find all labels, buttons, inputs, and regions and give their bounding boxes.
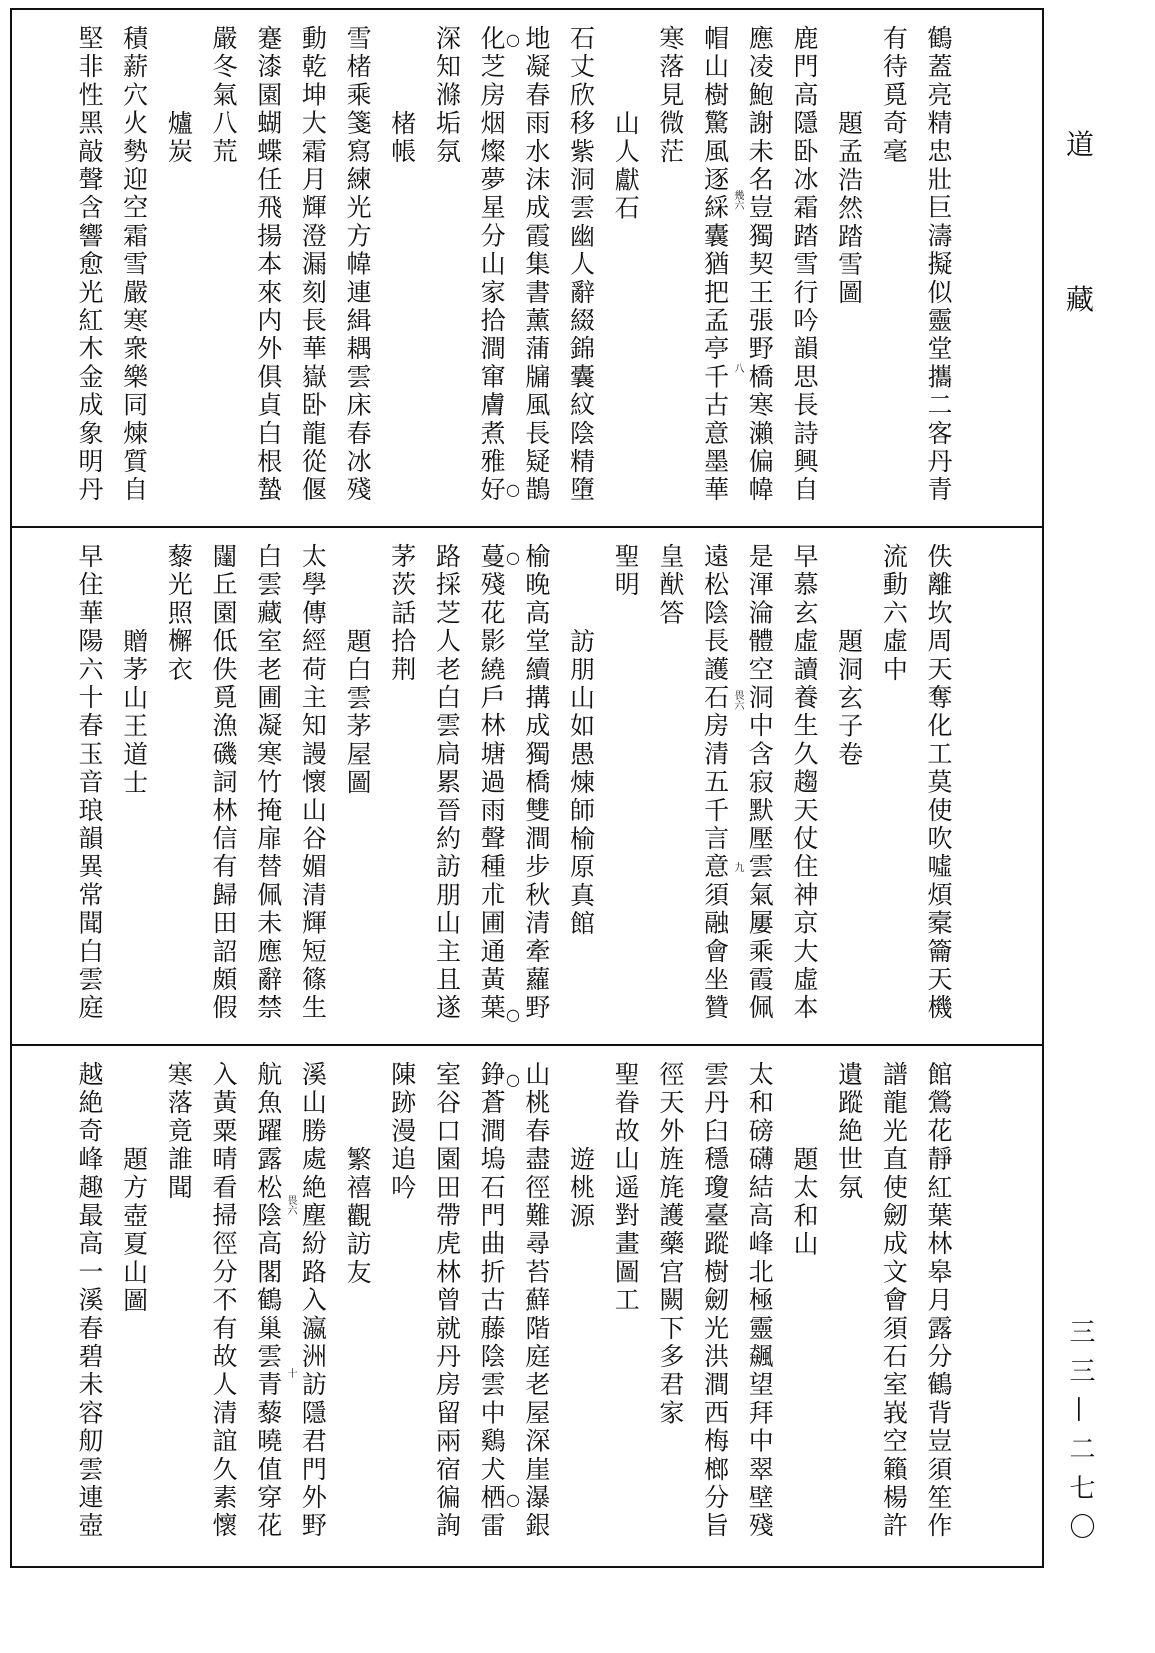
verse-column: 路採芝人老白雲扃累晉約訪朋山主且遂 — [432, 543, 462, 1023]
running-head-char: 藏 — [1066, 283, 1095, 316]
verse-column: 徑天外旌旄護藥宫闕下多君家 — [655, 1061, 685, 1428]
poem-title: 爐炭 — [164, 109, 194, 166]
poem-title: 山人獻石 — [611, 109, 641, 223]
running-head-char: 道 — [1066, 128, 1095, 161]
margin-marker: 九 — [732, 862, 743, 872]
verse-column: 錚蒼澗塢石門曲折古藤陰雲中鷄犬栖雷 — [477, 1061, 507, 1541]
verse-column: 動乾坤大霜月輝澄漏刻長華嶽卧龍從偃 — [298, 25, 328, 505]
register-top — [66, 10, 960, 526]
poem-title: 題太和山 — [789, 1145, 819, 1259]
verse-column: 闥丘園低佚覓漁磯詞林信有歸田詔頗假 — [209, 543, 238, 1023]
verse-column: 早慕玄虛讀養生久趨天仗住神京大虛本 — [789, 543, 819, 1023]
verse-column: 早住華陽六十春玉音琅韻異常聞白雲庭 — [74, 543, 104, 1023]
verse-column: 化芝房烟燦夢星分山家拾澗窜膚煮雅好 — [477, 25, 507, 505]
verse-column: 佚離坎周天奪化工莫使吹噓煩槖籥天機 — [924, 543, 953, 1023]
verse-column: 航魚躍露松陰高閣鶴巢雲青藜曉值穿花 — [253, 1061, 283, 1541]
verse-column: 鶴蓋亮精忠壯巨濤擬似靈堂攜二客丹青 — [924, 25, 953, 505]
verse-column: 嚴冬氣八荒 — [209, 25, 238, 166]
verse-column: 流動六虛中 — [879, 543, 909, 684]
verse-column: 有待覓奇毫 — [879, 25, 909, 166]
verse-column: 寒落竟誰聞 — [164, 1061, 194, 1202]
poem-title: 訪朋山如愚煉師榆原真館 — [566, 627, 596, 938]
verse-column: 蹇漆園蝴蝶任飛揚本來内外俱貞白根蟄 — [253, 25, 283, 505]
margin-marker: 畏六 — [285, 1195, 296, 1215]
margin-marker: 畏六 — [732, 690, 743, 710]
circle-mark: ○ — [506, 1490, 520, 1509]
verse-column: 積薪穴火勢迎空霜雪嚴寒衆樂同煉質自 — [119, 25, 149, 505]
verse-column: 地凝春雨水沫成霞集書薰蒲牖風長疑鵲 — [521, 25, 551, 505]
circle-mark: ○ — [506, 548, 520, 567]
verse-column: 溪山勝處絶塵紛路入瀛洲訪隱君門外野 — [298, 1061, 328, 1541]
verse-column: 是渾淪體空洞中含寂默壓雲氣屢乘霞佩 — [745, 543, 775, 1023]
verse-column: 室谷口園田帶虎林曾就丹房留兩宿徧詢 — [432, 1061, 462, 1541]
verse-column: 藜光照檞衣 — [164, 543, 194, 684]
register-middle — [66, 528, 960, 1044]
register-bottom — [66, 1046, 960, 1566]
verse-column: 應凌鮑謝未名豈獨契王張野橋寒瀨偏幃 — [745, 25, 775, 505]
verse-column: 鹿門高隱卧冰霜踏雪行吟韻思長詩興自 — [789, 25, 819, 505]
verse-column: 遺蹤絶世氛 — [834, 1061, 864, 1202]
poem-title: 題洞玄子卷 — [834, 627, 864, 769]
verse-column: 譜龍光直使劒成文會須石室峩空籟楊許 — [879, 1061, 909, 1541]
verse-column: 聖眷故山遥對畫圖工 — [611, 1061, 641, 1315]
verse-column: 陳跡漫追吟 — [387, 1061, 417, 1202]
poem-title: 遊桃源 — [566, 1145, 596, 1231]
circle-mark: ○ — [506, 480, 520, 499]
verse-column: 太學傳經荷主知謾懷山谷媚清輝短篠生 — [298, 543, 328, 1023]
poem-title: 題方壺夏山圖 — [119, 1145, 149, 1315]
verse-column: 蔓殘花影繞戶林塘過雨聲種朮圃通黃葉 — [477, 543, 507, 1023]
circle-mark: ○ — [506, 1005, 520, 1024]
verse-column: 堅非性黑敲聲含響愈光紅木金成象明丹 — [74, 25, 104, 505]
verse-column: 雲丹臼穩瓊臺蹤樹劒光洪澗西梅榔分旨 — [700, 1061, 730, 1541]
verse-column: 遠松陰長護石房清五千言意須融會坐贊 — [700, 543, 730, 1023]
poem-title: 題白雲茅屋圖 — [343, 627, 373, 797]
verse-column: 深知滌垢氛 — [432, 25, 462, 166]
verse-column: 石丈欣移紫洞雲幽人辭綴錦囊紋陰精墮 — [566, 25, 596, 505]
verse-column: 館鶯花靜紅葉林皋月露分鶴背豈須笙作 — [924, 1061, 953, 1541]
verse-column: 帽山樹驚風逐綵囊猶把孟亭千古意墨華 — [700, 25, 730, 505]
verse-column: 太和磅礴結高峰北極靈飆望拜中翠壁殘 — [745, 1061, 775, 1541]
margin-marker: 幾六 — [732, 190, 743, 210]
verse-column: 山桃春盡徑難尋苔蘚階庭老屋深崖瀑銀 — [521, 1061, 551, 1541]
verse-column: 榆晚高堂續搆成獨橋雙澗步秋清牽蘿野 — [521, 543, 551, 1023]
verse-column: 聖明 — [611, 543, 641, 600]
verse-column: 入黃粟晴看掃徑分不有故人清誼久素懷 — [209, 1061, 238, 1541]
verse-column: 越絶奇峰趣最高一溪春碧未容舠雲連壺 — [74, 1061, 104, 1541]
verse-column: 雪楮乘箋寫練光方幃連緝耦雲床春冰殘 — [343, 25, 373, 505]
margin-marker: 八 — [732, 363, 743, 373]
circle-mark: ○ — [506, 1070, 520, 1089]
verse-column: 白雲藏室老圃凝寒竹掩扉替佩未應辭禁 — [253, 543, 283, 1023]
verse-column: 寒落見微茫 — [655, 25, 685, 166]
margin-marker: 十 — [285, 1368, 296, 1378]
poem-title: 繁禧觀訪友 — [343, 1145, 373, 1287]
verse-column: 皇猷答 — [655, 543, 685, 628]
verse-column: 茅茨話拾荆 — [387, 543, 417, 684]
circle-mark: ○ — [506, 30, 520, 49]
poem-title: 贈茅山王道士 — [119, 627, 149, 797]
poem-title: 楮帳 — [387, 109, 417, 166]
page-number: 三三—二七〇 — [1065, 1318, 1095, 1552]
poem-title: 題孟浩然踏雪圖 — [834, 109, 864, 307]
